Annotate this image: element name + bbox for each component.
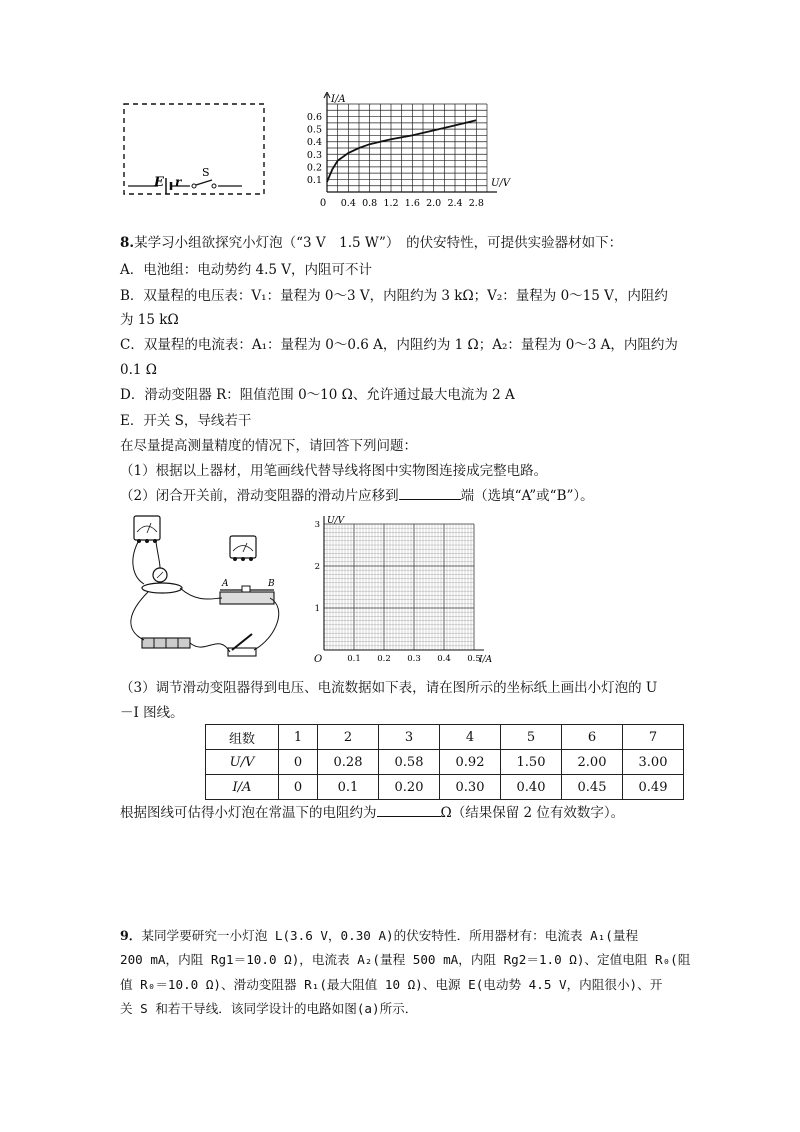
x-tick-label: 0.2: [377, 654, 391, 664]
y-tick-label: 0.3: [306, 149, 322, 161]
q9-number: 9．: [120, 928, 142, 943]
chart-grid: [324, 524, 474, 650]
table-cell: 7: [623, 725, 684, 750]
q8-option-e: E．开关 S，导线若干: [120, 413, 252, 429]
x-tick-label: 0.5: [467, 654, 481, 664]
table-row: [206, 725, 684, 750]
y-tick-label: 0.4: [306, 137, 322, 149]
x-tick-label: 0.3: [407, 654, 421, 664]
q8-stem-text: 某学习小组欲探究小灯泡（“3 V 1.5 W”） 的伏安特性，可提供实验器材如下：: [134, 235, 623, 251]
q8-conclusion-pre: 根据图线可估得小灯泡在常温下的电阻约为: [120, 805, 377, 821]
chart-grid: [327, 104, 487, 192]
q9-line3: 值 R₀＝10.0 Ω)、滑动变阻器 R₁(最大阻值 10 Ω)、电源 E(电动势 4.5 V，内阻很小)、开: [120, 977, 663, 992]
x-tick-label: 1.6: [404, 198, 420, 209]
table-cell: 0.45: [562, 775, 623, 800]
x-tick-label: 0.1: [347, 654, 361, 664]
y-axis-label: U/V: [327, 516, 345, 526]
switch-blade: [196, 180, 212, 185]
row-header: 组数: [206, 725, 279, 750]
emf-label: E: [154, 175, 164, 190]
x-axis-label: I/A: [479, 655, 493, 665]
table-cell: 3: [379, 725, 440, 750]
apparatus-drawing: [120, 512, 290, 662]
y-tick-label: 3: [314, 520, 320, 530]
voltmeter: [134, 516, 160, 540]
row-header: I/A: [206, 775, 279, 800]
q8-part3-line1: （3）调节滑动变阻器得到电压、电流数据如下表，请在图所示的坐标纸上画出小灯泡的 U: [120, 680, 658, 696]
table-cell: 2: [318, 725, 379, 750]
x-tick-label: 0.4: [437, 654, 451, 664]
table-cell: 0.49: [623, 775, 684, 800]
x-tick-label: 0.4: [340, 198, 356, 209]
origin-label: 0: [319, 198, 327, 209]
rheostat: [220, 592, 274, 604]
q8-option-a: A．电池组：电动势约 4.5 V，内阻可不计: [120, 262, 373, 278]
q8-conclusion: [120, 804, 624, 822]
q8-option-b-line2: 为 15 kΩ: [120, 312, 179, 328]
rheostat-end-b-label: B: [268, 579, 275, 589]
q9-text-line1: 某同学要研究一小灯泡 L(3.6 V，0.30 A)的伏安特性．所用器材有：电流表 A₁(量程: [141, 928, 639, 943]
q8-conclusion-post: Ω（结果保留 2 位有效数字）。: [440, 805, 625, 821]
y-tick-label: 1: [314, 604, 320, 614]
measurement-table: [205, 724, 684, 800]
table-cell: 4: [440, 725, 501, 750]
q8-part2-post: 端（选填“A”或“B”）。: [460, 488, 594, 504]
q8-part1: （1）根据以上器材，用笔画线代替导线将图中实物图连接成完整电路。: [120, 463, 548, 479]
table-row: [206, 775, 684, 800]
y-tick-label: 0.1: [306, 174, 322, 186]
table-cell: 5: [501, 725, 562, 750]
table-cell: 0: [279, 750, 318, 775]
x-tick-label: 2.4: [447, 198, 463, 209]
answer-blank-resistance[interactable]: [377, 804, 441, 817]
x-tick-label: 1.2: [383, 198, 399, 209]
answer-blank-slider-end[interactable]: [399, 487, 461, 500]
y-tick-label: 2: [314, 562, 320, 572]
table-cell: 0.92: [440, 750, 501, 775]
rheostat-slider: [242, 586, 250, 592]
table-cell: 2.00: [562, 750, 623, 775]
q8-number: 8.: [120, 235, 135, 251]
switch-contact: [192, 184, 196, 188]
q8-option-b-line1: B．双量程的电压表：V₁：量程为 0～3 V，内阻约为 3 kΩ；V₂：量程为 0～15 V，内阻约: [120, 288, 668, 304]
table-cell: 0.20: [379, 775, 440, 800]
q9-line2: 200 mA，内阻 Rg1＝10.0 Ω)，电流表 A₂(量程 500 mA，内阻 Rg2＝1.0 Ω)、定值电阻 R₀(阻: [120, 952, 691, 967]
row-header: U/V: [206, 750, 279, 775]
y-tick-label: 0.2: [306, 162, 322, 174]
dashed-circuit-frame: [124, 104, 264, 194]
y-tick-label: 0.5: [306, 124, 322, 136]
table-cell: 0.40: [501, 775, 562, 800]
y-tick-label: 0.6: [306, 112, 322, 124]
circuit-sketch: [118, 100, 270, 200]
x-tick-label: 2.8: [468, 198, 484, 209]
table-cell: 1: [279, 725, 318, 750]
rheostat-end-a-label: A: [222, 579, 229, 589]
table-cell: 0.1: [318, 775, 379, 800]
q9-line4: 关 S 和若干导线．该同学设计的电路如图(a)所示．: [120, 1001, 418, 1016]
table-cell: 1.50: [501, 750, 562, 775]
x-axis-label: U/V: [491, 178, 511, 189]
switch-label: S: [202, 166, 210, 179]
i-u-characteristic-chart: [290, 92, 530, 218]
q9-line1: [120, 927, 638, 945]
table-cell: 0.28: [318, 750, 379, 775]
q8-option-c-line1: C．双量程的电流表：A₁：量程为 0～0.6 A，内阻约为 1 Ω；A₂：量程为 0～3 A，内阻约为: [120, 337, 678, 353]
x-tick-label: 2.0: [426, 198, 442, 209]
origin-label: O: [314, 654, 323, 665]
table-cell: 3.00: [623, 750, 684, 775]
q8-intro: 在尽量提高测量精度的情况下，请回答下列问题：: [120, 438, 417, 454]
x-tick-label: 0.8: [362, 198, 378, 209]
q8-part2-pre: （2）闭合开关前，滑动变阻器的滑动片应移到: [120, 488, 399, 504]
table-cell: 0: [279, 775, 318, 800]
u-i-grid-chart[interactable]: [306, 510, 506, 670]
table-cell: 0.30: [440, 775, 501, 800]
table-cell: 6: [562, 725, 623, 750]
switch-contact: [212, 184, 216, 188]
y-axis-label: I/A: [331, 94, 346, 105]
lamp-base: [142, 583, 182, 593]
q8-part3-line2: －I 图线。: [120, 705, 184, 721]
q8-option-d: D．滑动变阻器 R：阻值范围 0～10 Ω、允许通过最大电流为 2 A: [120, 387, 515, 403]
q8-option-c-line2: 0.1 Ω: [120, 362, 157, 378]
internal-resistance-label: r: [175, 175, 182, 189]
q8-stem: [120, 234, 622, 252]
q8-part2: [120, 487, 594, 505]
table-cell: 0.58: [379, 750, 440, 775]
ammeter: [230, 536, 256, 558]
table-row: [206, 750, 684, 775]
